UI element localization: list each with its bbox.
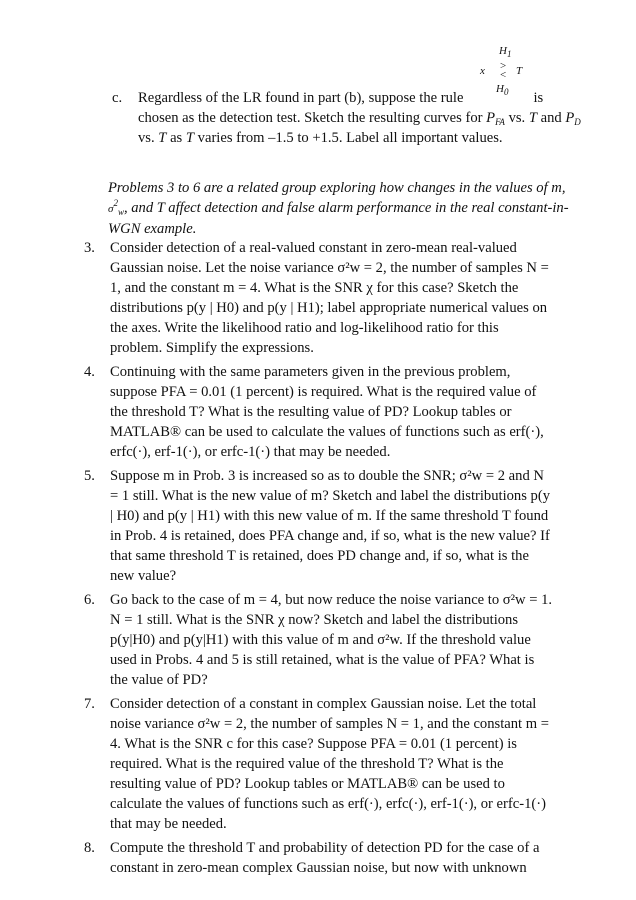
rule-lt: < [500, 69, 507, 81]
rule-x: x [480, 65, 485, 77]
problem-number: 8. [84, 840, 95, 856]
problem-number: 4. [84, 364, 95, 380]
problem-number: 6. [84, 592, 95, 608]
part-c [112, 88, 582, 148]
problem-text: Compute the threshold T and probability of detection PD for the case of a constant in zero-mean complex Gaussian noise, but now with unknown [110, 840, 540, 876]
problem-5 [84, 466, 554, 586]
problem-4 [84, 362, 554, 462]
problem-number: 3. [84, 240, 95, 256]
problem-text: Continuing with the same parameters given in the previous problem, suppose PFA = 0.01 (1 percent) is required. What is the required value of the threshold T? What is the resulting value of PD? Lookup tables or MATLAB® can be used to calculate the values of functions such as erf(·), erfc(·), erf-1(·), or erfc-1(·) that may be needed. [110, 364, 544, 460]
rule-gt: > [500, 60, 507, 72]
problem-text: Suppose m in Prob. 3 is increased so as to double the SNR; σ²w = 2 and N = 1 still. What is the new value of m? Sketch and label the distributions p(y | H0) and p(y | H1) with this new value of m. If the same threshold T found in Prob. 4 is retained, does PFA change and, if so, what is the new value? If that same threshold T is retained, does PD change and, if so, what is the new value? [110, 468, 551, 584]
part-c-text: Regardless of the LR found in part (b), suppose the rule is chosen as the detection test. Sketch the resulting curves for $P_{FA}$ vs. T and $P_D$ vs. T as T varies from –1.5 to +1.5. Label all important values. [138, 90, 581, 146]
problem-list [84, 238, 554, 882]
part-c-label: c. [112, 90, 123, 106]
rule-threshold: T [516, 65, 523, 77]
rule-h0: $H_0$ [496, 83, 509, 97]
rule-h1: $H_1$ [499, 45, 512, 59]
problems-intro: Problems 3 to 6 are a related group exploring how changes in the values of m, $\sigma^2_w$, and T affect detection and false alarm performance in the real constant-in-WGN example. [108, 180, 569, 237]
problem-8 [84, 838, 554, 878]
problem-text: Go back to the case of m = 4, but now reduce the noise variance to σ²w = 1. N = 1 still. What is the SNR χ now? Sketch and label the distributions p(y|H0) and p(y|H1) with this value of m and σ²w. If the threshold value used in Probs. 4 and 5 is still retained, what is the value of PFA? What is the value of PD? [110, 592, 553, 688]
problem-number: 5. [84, 468, 95, 484]
problem-number: 7. [84, 696, 95, 712]
sigma-symbol: $\sigma^2_w$ [108, 198, 124, 217]
problem-text: Consider detection of a constant in complex Gaussian noise. Let the total noise variance σ²w = 2, the number of samples N = 1, and the constant m = 4. What is the SNR c for this case? Suppose PFA = 0.01 (1 percent) is required. What is the required value of the threshold T? What is the resulting value of PD? Lookup tables or MATLAB® can be used to calculate the values of functions such as erf(·), erfc(·), erf-1(·), or erfc-1(·) that may be needed. [110, 696, 549, 832]
problem-7 [84, 694, 554, 834]
problem-6 [84, 590, 554, 690]
problem-text: Consider detection of a real-valued constant in zero-mean real-valued Gaussian noise. Let the noise variance σ²w = 2, the number of samples N = 1, and the constant m = 4. What is the SNR χ for this case? Sketch the distributions p(y | H0) and p(y | H1); label appropriate numerical values on the axes. Write the likelihood ratio and log-likelihood ratio for this problem. Simplify the expressions. [110, 240, 549, 356]
problem-3 [84, 238, 554, 358]
